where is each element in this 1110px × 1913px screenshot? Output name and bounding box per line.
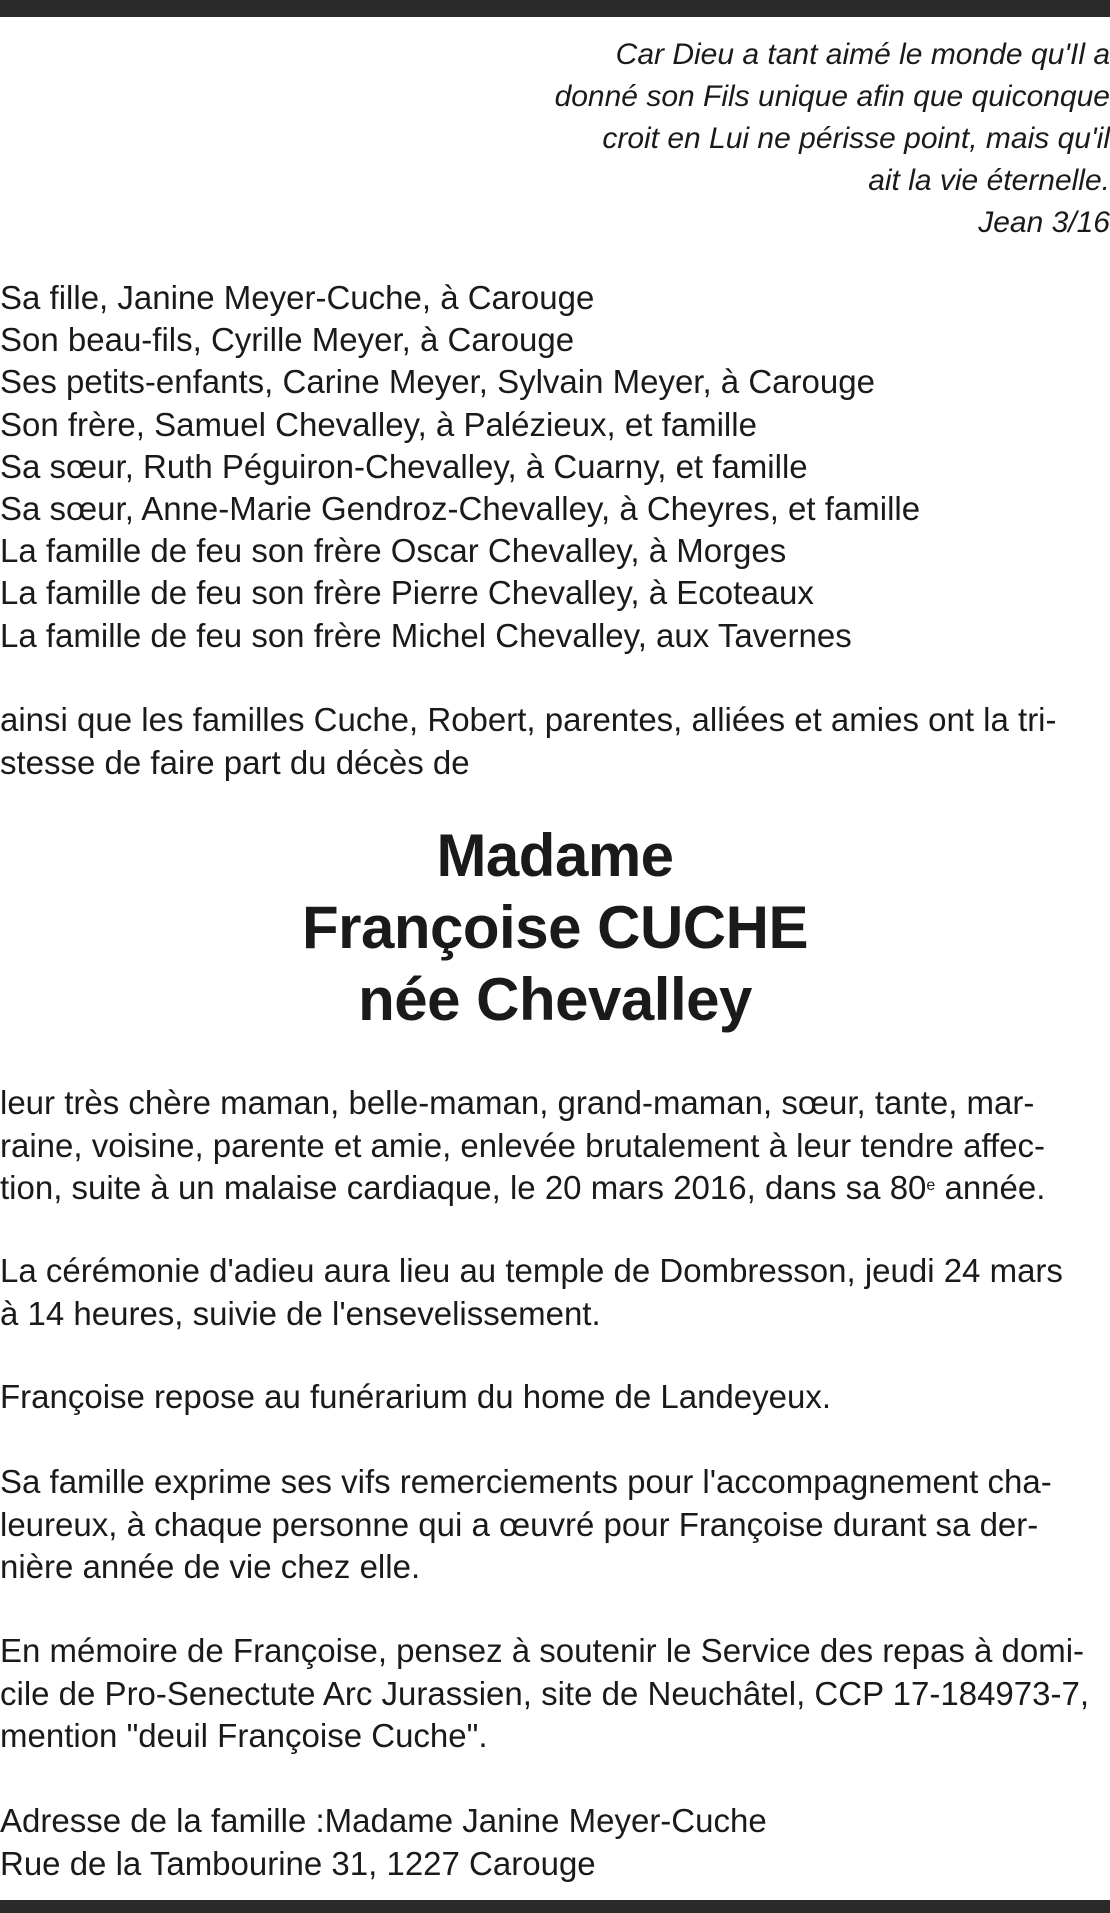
deceased-maiden-name: née Chevalley	[358, 966, 752, 1033]
description-line	[0, 1167, 1110, 1210]
family-member: La famille de feu son frère Pierre Chevalley, à Ecoteaux	[0, 574, 814, 612]
description-line: raine, voisine, parente et amie, enlevée brutalement à leur tendre affec-	[0, 1126, 1046, 1164]
verse-line: donné son Fils unique afin que quiconque	[554, 80, 1110, 113]
verse-reference: Jean 3/16	[978, 206, 1110, 239]
address-line: Adresse de la famille :Madame Janine Meyer-Cuche	[0, 1802, 767, 1839]
announcement-line: stesse de faire part du décès de	[0, 743, 470, 781]
memory-line: cile de Pro-Senectute Arc Jurassien, site de Neuchâtel, CCP 17-184973-7,	[0, 1674, 1089, 1712]
ceremony-line: La cérémonie d'adieu aura lieu au temple de Dombresson, jeudi 24 mars	[0, 1252, 1063, 1289]
ordinal-superscript: e	[926, 1177, 936, 1194]
thanks-paragraph	[0, 1461, 1110, 1589]
deceased-name: Françoise CUCHE	[302, 894, 808, 961]
bible-verse	[470, 34, 1110, 244]
family-member: La famille de feu son frère Oscar Chevalley, à Morges	[0, 532, 787, 570]
verse-line: ait la vie éternelle.	[868, 164, 1110, 197]
family-member: Sa sœur, Anne-Marie Gendroz-Chevalley, à Cheyres, et famille	[0, 490, 921, 528]
rest-paragraph	[0, 1376, 1110, 1419]
verse-line: croit en Lui ne périsse point, mais qu'il	[602, 122, 1110, 155]
deceased-title: Madame	[436, 822, 674, 889]
announcement-line: ainsi que les familles Cuche, Robert, parentes, alliées et amies ont la tri-	[0, 701, 1057, 738]
family-member: Sa sœur, Ruth Péguiron-Chevalley, à Cuarny, et famille	[0, 447, 808, 485]
description-paragraph	[0, 1082, 1110, 1210]
family-member: La famille de feu son frère Michel Chevalley, aux Tavernes	[0, 616, 852, 654]
family-list	[0, 277, 1110, 657]
address-paragraph	[0, 1800, 1110, 1885]
announcement-paragraph	[0, 699, 1110, 784]
thanks-line: nière année de vie chez elle.	[0, 1548, 421, 1585]
bottom-rule	[0, 1900, 1110, 1913]
thanks-line: leureux, à chaque personne qui a œuvré pour Françoise durant sa der-	[0, 1505, 1039, 1543]
description-line: leur très chère maman, belle-maman, grand-maman, sœur, tante, mar-	[0, 1084, 1035, 1121]
family-member: Ses petits-enfants, Carine Meyer, Sylvain Meyer, à Carouge	[0, 363, 875, 401]
ceremony-paragraph	[0, 1250, 1110, 1335]
verse-line: Car Dieu a tant aimé le monde qu'Il a	[615, 38, 1110, 71]
memory-line: En mémoire de Françoise, pensez à soutenir le Service des repas à domi-	[0, 1632, 1085, 1669]
memory-line: mention "deuil Françoise Cuche".	[0, 1717, 488, 1754]
family-member: Son beau-fils, Cyrille Meyer, à Carouge	[0, 321, 575, 359]
ceremony-line: à 14 heures, suivie de l'ensevelissement.	[0, 1294, 601, 1332]
family-member: Son frère, Samuel Chevalley, à Palézieux, et famille	[0, 405, 757, 443]
deceased-name-block	[0, 820, 1110, 1036]
description-text: année.	[935, 1169, 1046, 1206]
memory-paragraph	[0, 1630, 1110, 1758]
address-line: Rue de la Tambourine 31, 1227 Carouge	[0, 1844, 596, 1882]
thanks-line: Sa famille exprime ses vifs remerciements pour l'accompagnement cha-	[0, 1463, 1052, 1500]
rest-line: Françoise repose au funérarium du home de Landeyeux.	[0, 1378, 832, 1415]
family-member: Sa fille, Janine Meyer-Cuche, à Carouge	[0, 279, 595, 316]
description-text: tion, suite à un malaise cardiaque, le 20 mars 2016, dans sa 80	[0, 1169, 927, 1206]
